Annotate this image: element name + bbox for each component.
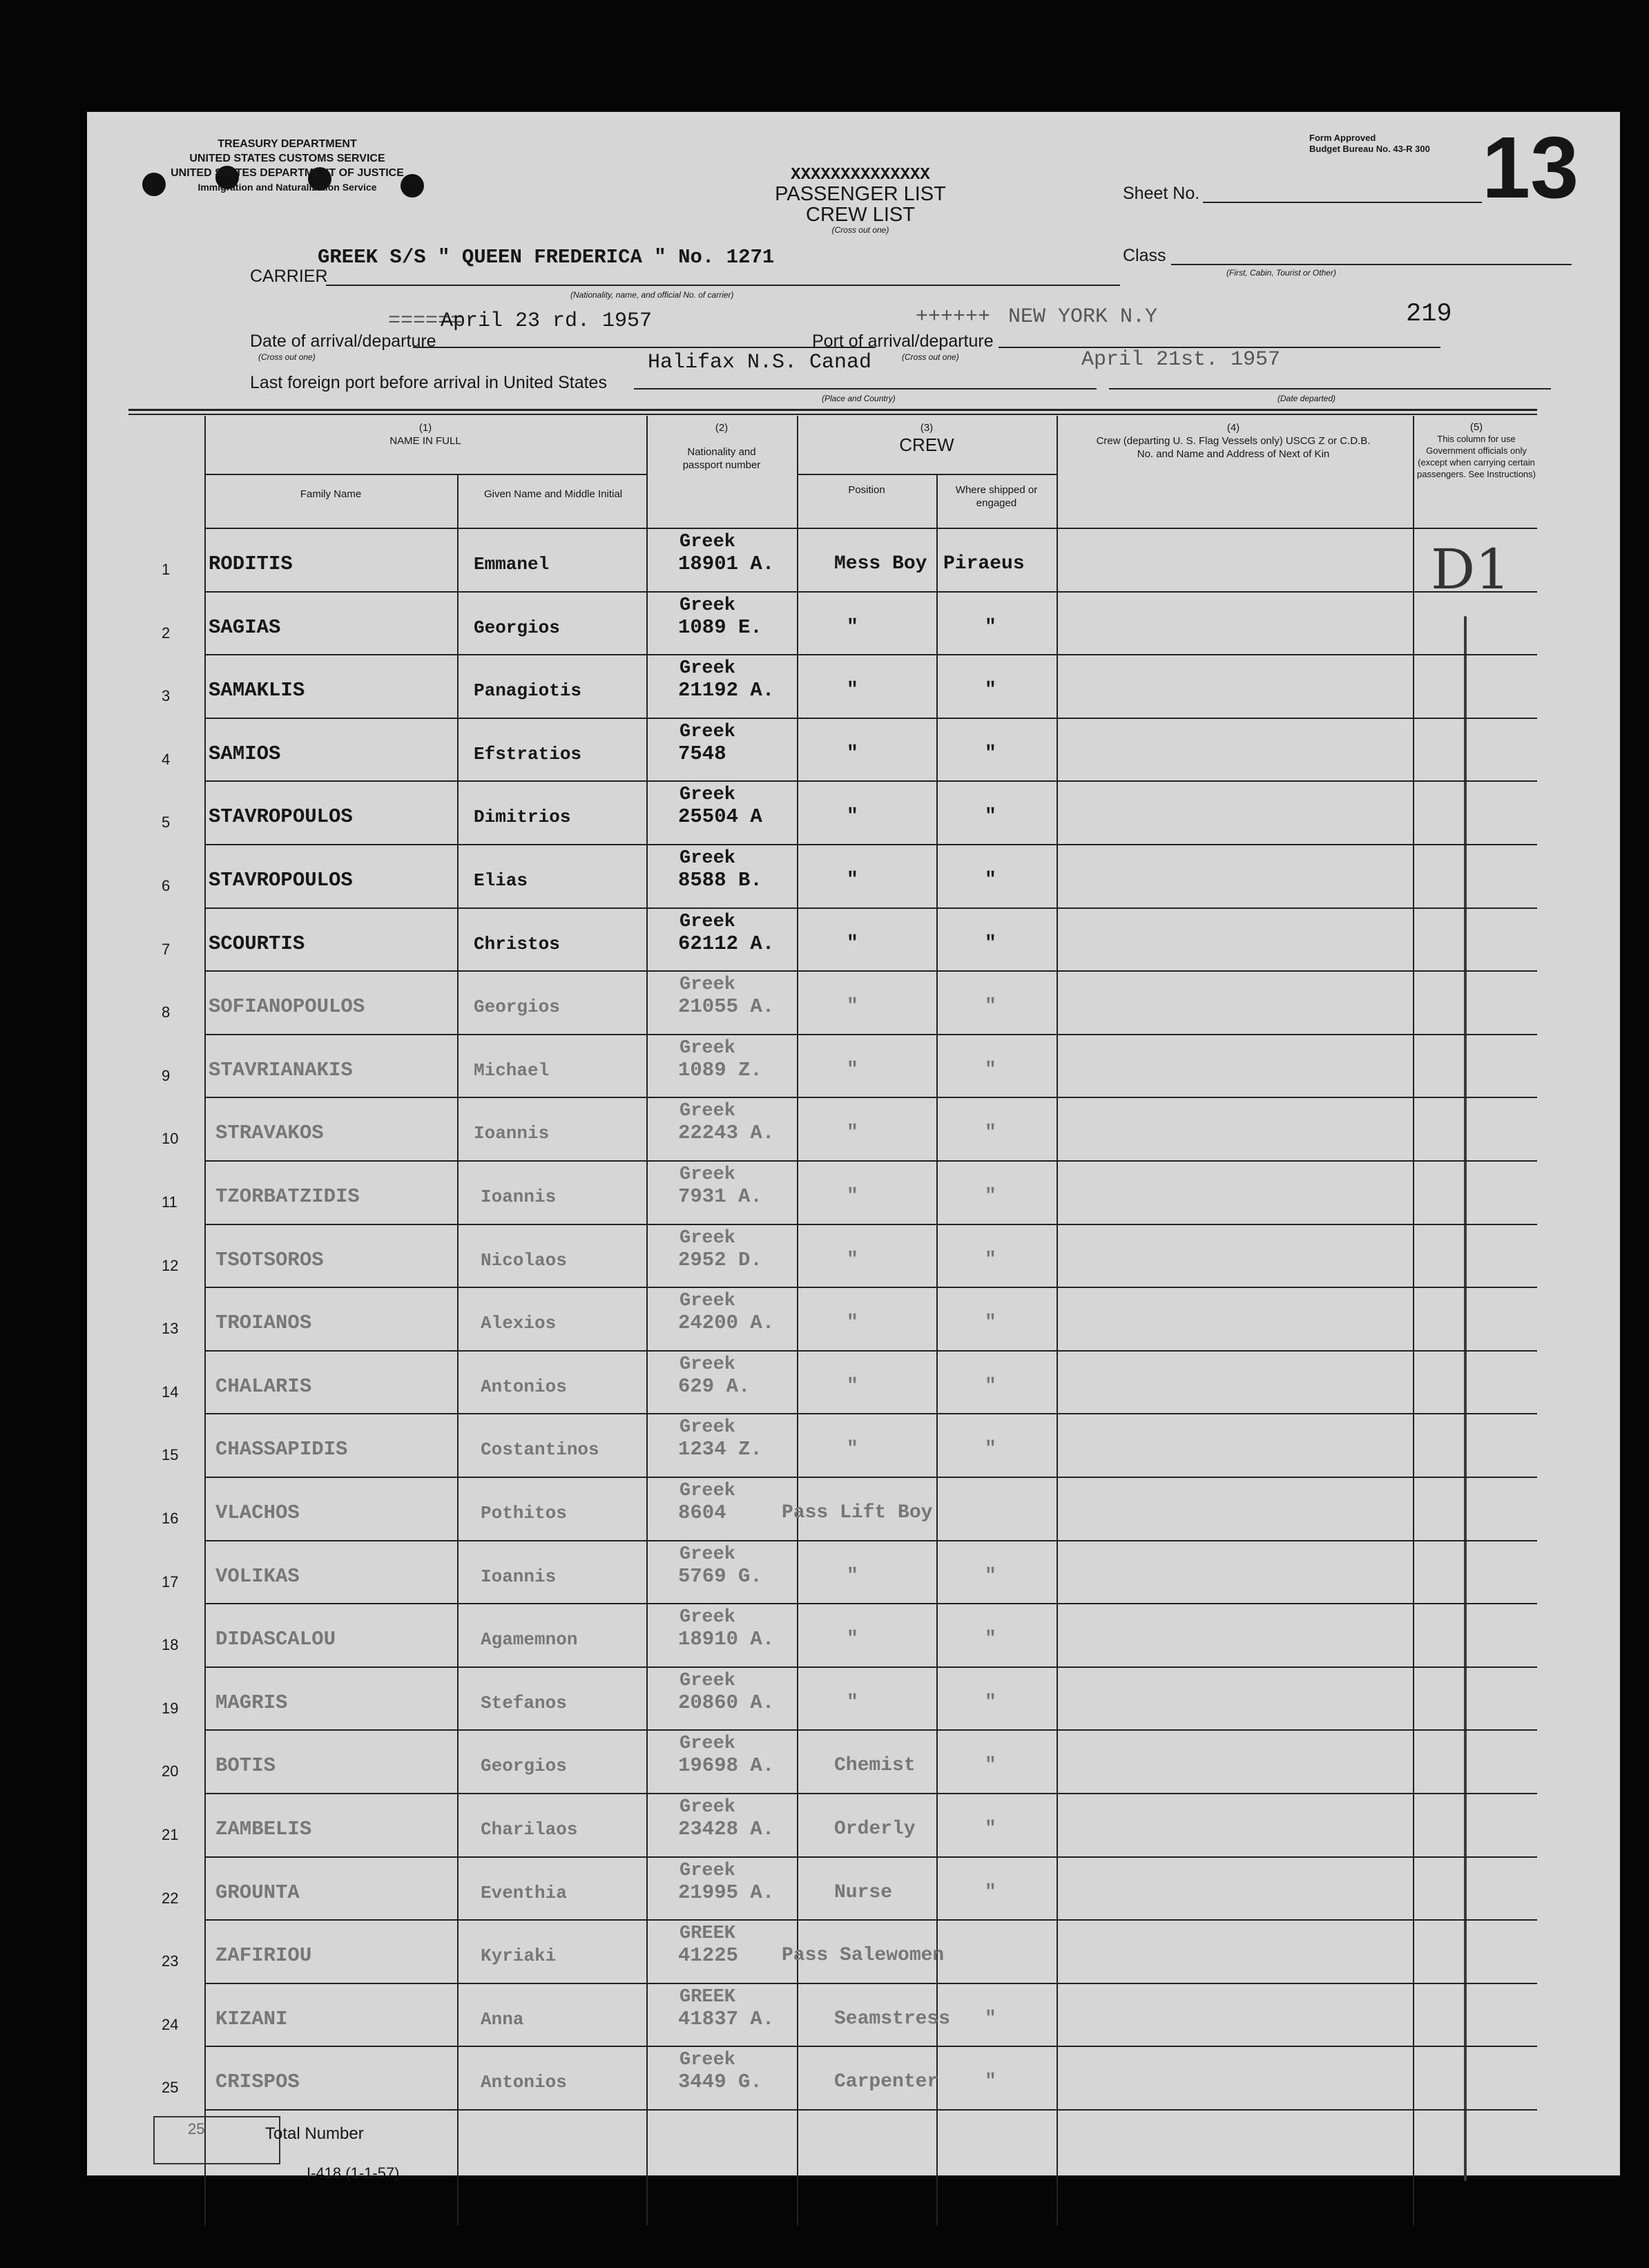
row-number: 11 [162,1193,177,1211]
table-row [87,1287,1620,1350]
family-name: CRISPOS [215,2070,300,2094]
shipped-place: " [985,996,996,1018]
nationality: Greek [679,911,736,932]
row-number: 24 [162,2015,179,2033]
passport-number: 21192 A. [678,679,775,702]
shipped-place: " [985,1439,996,1461]
passport-number: 21995 A. [678,1881,775,1904]
row-number: 16 [162,1510,179,1527]
table-row [87,1477,1620,1540]
last-port-caption: (Place and Country) [822,394,896,403]
shipped-place: " [985,1186,996,1207]
given-name: Nicolaos [481,1249,567,1271]
given-name: Eventhia [481,1882,567,1903]
form-approved-line: Form Approved [1309,133,1376,143]
given-name: Panagiotis [474,680,582,702]
page-number: 219 [1406,300,1452,329]
class-label: Class [1123,246,1166,265]
passport-number: 8604 [678,1501,726,1524]
form-title [695,167,1026,235]
row-number: 20 [162,1762,179,1780]
row-number: 1 [162,561,171,578]
position-header: Position [848,484,885,496]
title-crew-list: CREW LIST [806,204,915,226]
sheet-label: Sheet No. [1123,184,1200,203]
nationality: Greek [679,1481,736,1501]
row-number: 2 [162,624,171,642]
shipped-place: " [985,680,996,702]
form-approved-line: Budget Bureau No. 43-R 300 [1309,144,1430,154]
position: " [847,1249,858,1271]
passport-number: 25504 A [678,805,762,829]
family-name: BOTIS [215,1754,276,1778]
position: " [847,1628,858,1651]
position: " [847,1439,858,1461]
nationality: Greek [679,658,736,680]
header-subrule [204,474,646,475]
row-number: 17 [162,1573,179,1591]
position: Chemist [834,1755,916,1777]
shipped-place: " [985,869,996,891]
passport-number: 3449 G. [678,2070,762,2094]
row-number: 9 [162,1066,171,1084]
row-number: 25 [162,2079,179,2097]
col3-number: (3) [920,422,934,434]
family-name: STAVROPOULOS [209,869,353,892]
nationality: Greek [679,532,736,552]
table-row [87,1856,1620,1920]
passport-number: 7548 [678,742,726,765]
col1-title: NAME IN FULL [389,435,461,447]
passport-number: 1089 E. [678,615,762,639]
given-name: Georgios [474,997,560,1018]
given-name: Ioannis [474,1123,550,1144]
position: " [847,869,858,891]
total-box [153,2116,280,2164]
given-name: Anna [481,2008,524,2030]
table-top-rule [128,409,1537,411]
given-name: Kyriaki [481,1945,557,1967]
shipped-place: " [985,1565,996,1587]
row-number: 5 [162,814,171,832]
table-row [87,1350,1620,1414]
manifest-page [87,112,1620,2182]
passport-number: 18910 A. [678,1628,775,1651]
row-number: 8 [162,1003,171,1021]
position: " [847,1691,858,1713]
nationality: GREEK [679,1986,736,2008]
col3-header [798,421,1055,455]
given-name: Ioannis [481,1186,557,1207]
passport-number: 1089 Z. [678,1058,762,1082]
given-name: Stefanos [481,1692,567,1713]
given-name: Dimitrios [474,807,571,828]
nationality: Greek [679,1733,736,1755]
table-row [87,718,1620,781]
row-number: 21 [162,1826,179,1843]
agency-header [149,137,425,195]
shipped-place: " [985,932,996,954]
nationality: Greek [679,2050,736,2071]
nationality: Greek [679,1417,736,1439]
col4-header [1088,421,1378,461]
position: " [847,996,858,1018]
passport-number: 41837 A. [678,2007,775,2030]
class-line [1171,264,1572,265]
col2-number: (2) [715,422,729,434]
given-name: Antonios [481,1376,567,1397]
sheet-line [1203,202,1482,203]
row-number: 13 [162,1320,179,1338]
row-number: 3 [162,687,171,705]
nationality: Greek [679,1544,736,1565]
shipped-place: " [985,806,996,828]
nationality: Greek [679,721,736,742]
carrier-caption: (Nationality, name, and official No. of carrier) [570,290,734,300]
row-number: 6 [162,877,171,894]
family-name: DIDASCALOU [215,1628,336,1651]
passport-number: 18901 A. [678,552,775,575]
position: Mess Boy [834,553,927,575]
table-row [87,1603,1620,1666]
given-name: Costantinos [481,1439,599,1461]
table-row [87,591,1620,655]
passport-number: 1234 Z. [678,1438,762,1461]
row-number: 14 [162,1383,179,1401]
given-name: Georgios [474,617,560,638]
passport-number: 7931 A. [678,1185,762,1208]
total-value: 25 [188,2120,205,2137]
nationality: Greek [679,1037,736,1059]
passport-number: 8588 B. [678,869,762,892]
carrier-line [326,285,1120,286]
given-name: Efstratios [474,743,582,765]
table-row [87,1097,1620,1160]
nationality: GREEK [679,1923,736,1945]
title-passenger-list: PASSENGER LIST [775,183,946,205]
position: " [847,1565,858,1587]
title-cross-out: (Cross out one) [831,225,889,235]
shipped-place: " [985,2008,996,2030]
position: Orderly [834,1818,916,1840]
family-name: RODITIS [209,552,293,575]
position: Nurse [834,1881,893,1903]
family-name: TROIANOS [215,1311,312,1335]
family-name: CHASSAPIDIS [215,1438,348,1461]
given-name: Elias [474,870,528,891]
family-name: STAVRIANAKIS [209,1058,353,1082]
family-name: GROUNTA [215,1881,300,1904]
family-name: TSOTSOROS [215,1248,324,1271]
shipped-header: Where shipped or engaged [955,484,1038,509]
table-row [87,970,1620,1034]
arrival-crossed: ====== [388,309,463,333]
passport-number: 24200 A. [678,1311,775,1335]
last-port-label: Last foreign port before arrival in United States [250,373,607,392]
table-row [87,1983,1620,2046]
family-name: SAMIOS [209,742,281,765]
port-crossed: ++++++ [916,305,991,329]
given-name: Georgios [481,1756,567,1777]
col2-header [648,421,795,472]
row-number: 22 [162,1889,179,1907]
row-rule [204,2109,1537,2111]
table-row [87,654,1620,718]
sheet-number: 13 [1482,119,1579,216]
nationality: Greek [679,1101,736,1122]
col5-number: (5) [1469,421,1483,433]
carrier-label: CARRIER [250,267,328,286]
shipped-place: " [985,1818,996,1840]
table-row [87,780,1620,844]
arrival-label: Date of arrival/departure [250,331,436,351]
position: " [847,1186,858,1207]
total-label: Total Number [265,2124,364,2143]
table-row [87,907,1620,971]
given-name: Christos [474,933,560,954]
col5-title: This column for use Government officials only (except when carrying certain passengers. See Instructions) [1417,434,1536,479]
row-number: 12 [162,1256,179,1274]
nationality: Greek [679,785,736,806]
row-number: 19 [162,1699,179,1717]
given-name: Antonios [481,2072,567,2093]
shipped-place: " [985,1059,996,1081]
shipped-place: Piraeus [943,553,1025,575]
position: " [847,932,858,954]
col2-title: Nationality and passport number [682,446,761,471]
last-port-value: Halifax N.S. Canad [648,351,872,374]
form-number: I-418 (1-1-57) [307,2164,400,2182]
family-name: ZAFIRIOU [215,1944,312,1968]
given-name: Charilaos [481,1819,578,1840]
nationality: Greek [679,1797,736,1818]
row-number: 7 [162,940,171,958]
table-row [87,528,1620,591]
row-number: 23 [162,1952,179,1970]
table-row [87,844,1620,907]
table-row [87,1034,1620,1097]
last-port-line [634,388,1097,390]
position: Carpenter [834,2071,939,2093]
position: " [847,616,858,638]
passport-number: 20860 A. [678,1691,775,1714]
given-name: Michael [474,1059,550,1081]
nationality: Greek [679,1607,736,1628]
agency-line: UNITED STATES DEPARTMENT OF JUSTICE [171,167,404,179]
family-name: MAGRIS [215,1691,288,1714]
shipped-place: " [985,1249,996,1271]
shipped-place: " [985,616,996,638]
col4-number: (4) [1226,422,1240,434]
family-name: SAMAKLIS [209,679,305,702]
agency-line: UNITED STATES CUSTOMS SERVICE [189,153,385,164]
arrival-line [413,347,876,348]
table-row [87,1413,1620,1477]
passport-number: 629 A. [678,1374,751,1398]
family-name: ZAMBELIS [215,1818,312,1841]
family-name: KIZANI [215,2007,288,2030]
table-row [87,1540,1620,1604]
annotation-d1: D1 [1431,537,1511,602]
position: " [847,1312,858,1334]
table-row [87,1160,1620,1224]
departed-caption: (Date departed) [1277,394,1336,403]
shipped-place: " [985,1122,996,1144]
col1-number: (1) [418,422,432,434]
given-name: Ioannis [481,1566,557,1587]
passport-number: 41225 [678,1944,739,1968]
nationality: Greek [679,1291,736,1312]
nationality: Greek [679,595,736,616]
given-name: Agamemnon [481,1629,578,1651]
position: " [847,1059,858,1081]
table-row [87,1793,1620,1856]
departed-line [1109,388,1551,390]
table-row [87,1666,1620,1730]
passport-number: 62112 A. [678,932,775,955]
class-caption: (First, Cabin, Tourist or Other) [1226,268,1336,278]
given-name: Alexios [481,1313,557,1334]
title-crossed: XXXXXXXXXXXXXX [791,166,930,184]
nationality: Greek [679,1860,736,1881]
nationality: Greek [679,1227,736,1249]
position: " [847,680,858,702]
nationality: Greek [679,1354,736,1375]
table-row [87,1919,1620,1983]
family-name: SOFIANOPOULOS [209,995,365,1019]
position: " [847,1122,858,1144]
passport-number: 2952 D. [678,1248,762,1271]
passport-number: 21055 A. [678,995,775,1019]
family-name: SAGIAS [209,615,281,639]
row-number: 15 [162,1446,179,1464]
given-name: Pothitos [481,1503,567,1524]
agency-line: TREASURY DEPARTMENT [218,138,357,150]
shipped-place: " [985,742,996,765]
table-row [87,1224,1620,1287]
arrival-cross-out: (Cross out one) [258,352,316,362]
carrier-value: GREEK S/S " QUEEN FREDERICA " No. 1271 [318,246,775,269]
passport-number: 19698 A. [678,1754,775,1778]
given-name-header: Given Name and Middle Initial [483,488,623,500]
position: Pass Lift Boy [782,1502,933,1524]
col4-title: Crew (departing U. S. Flag Vessels only) USCG Z or C.D.B. No. and Name and Address of Next of Kin [1096,435,1371,460]
form-approved [1309,133,1430,155]
col3-title: CREW [899,434,954,455]
family-name: CHALARIS [215,1374,312,1398]
nationality: Greek [679,848,736,869]
family-name: TZORBATZIDIS [215,1185,360,1208]
row-number: 10 [162,1130,179,1148]
shipped-place: " [985,1881,996,1903]
shipped-place: " [985,1375,996,1397]
position: " [847,742,858,765]
table-row [87,1729,1620,1793]
passport-number: 22243 A. [678,1122,775,1145]
given-name: Emmanel [474,554,550,575]
family-name: SCOURTIS [209,932,305,955]
table-row [87,2046,1620,2109]
family-name-header: Family Name [300,488,362,500]
family-name: VOLIKAS [215,1564,300,1588]
shipped-place: " [985,1691,996,1713]
departed-value: April 21st. 1957 [1081,348,1281,372]
port-caption: (Cross out one) [902,352,959,362]
port-label: Port of arrival/departure [812,331,994,351]
shipped-place: " [985,1628,996,1651]
table-top-rule [128,414,1537,415]
shipped-place: " [985,1755,996,1777]
shipped-place: " [985,2071,996,2093]
passport-number: 23428 A. [678,1818,775,1841]
nationality: Greek [679,1670,736,1691]
row-number: 4 [162,750,171,768]
shipped-place: " [985,1312,996,1334]
family-name: STAVROPOULOS [209,805,353,829]
row-number: 18 [162,1636,179,1654]
port-value: NEW YORK N.Y [1008,305,1158,329]
position: " [847,1375,858,1397]
position: Seamstress [834,2008,951,2030]
family-name: STRAVAKOS [215,1122,324,1145]
agency-line: Immigration and Naturalization Service [197,182,377,193]
col1-header [206,421,645,448]
position: " [847,806,858,828]
position: Pass Salewomen [782,1945,945,1967]
nationality: Greek [679,974,736,996]
arrival-value: April 23 rd. 1957 [441,309,653,333]
header-subrule [797,474,1057,475]
passport-number: 5769 G. [678,1564,762,1588]
nationality: Greek [679,1164,736,1185]
family-name: VLACHOS [215,1501,300,1524]
col5-header [1416,421,1537,480]
